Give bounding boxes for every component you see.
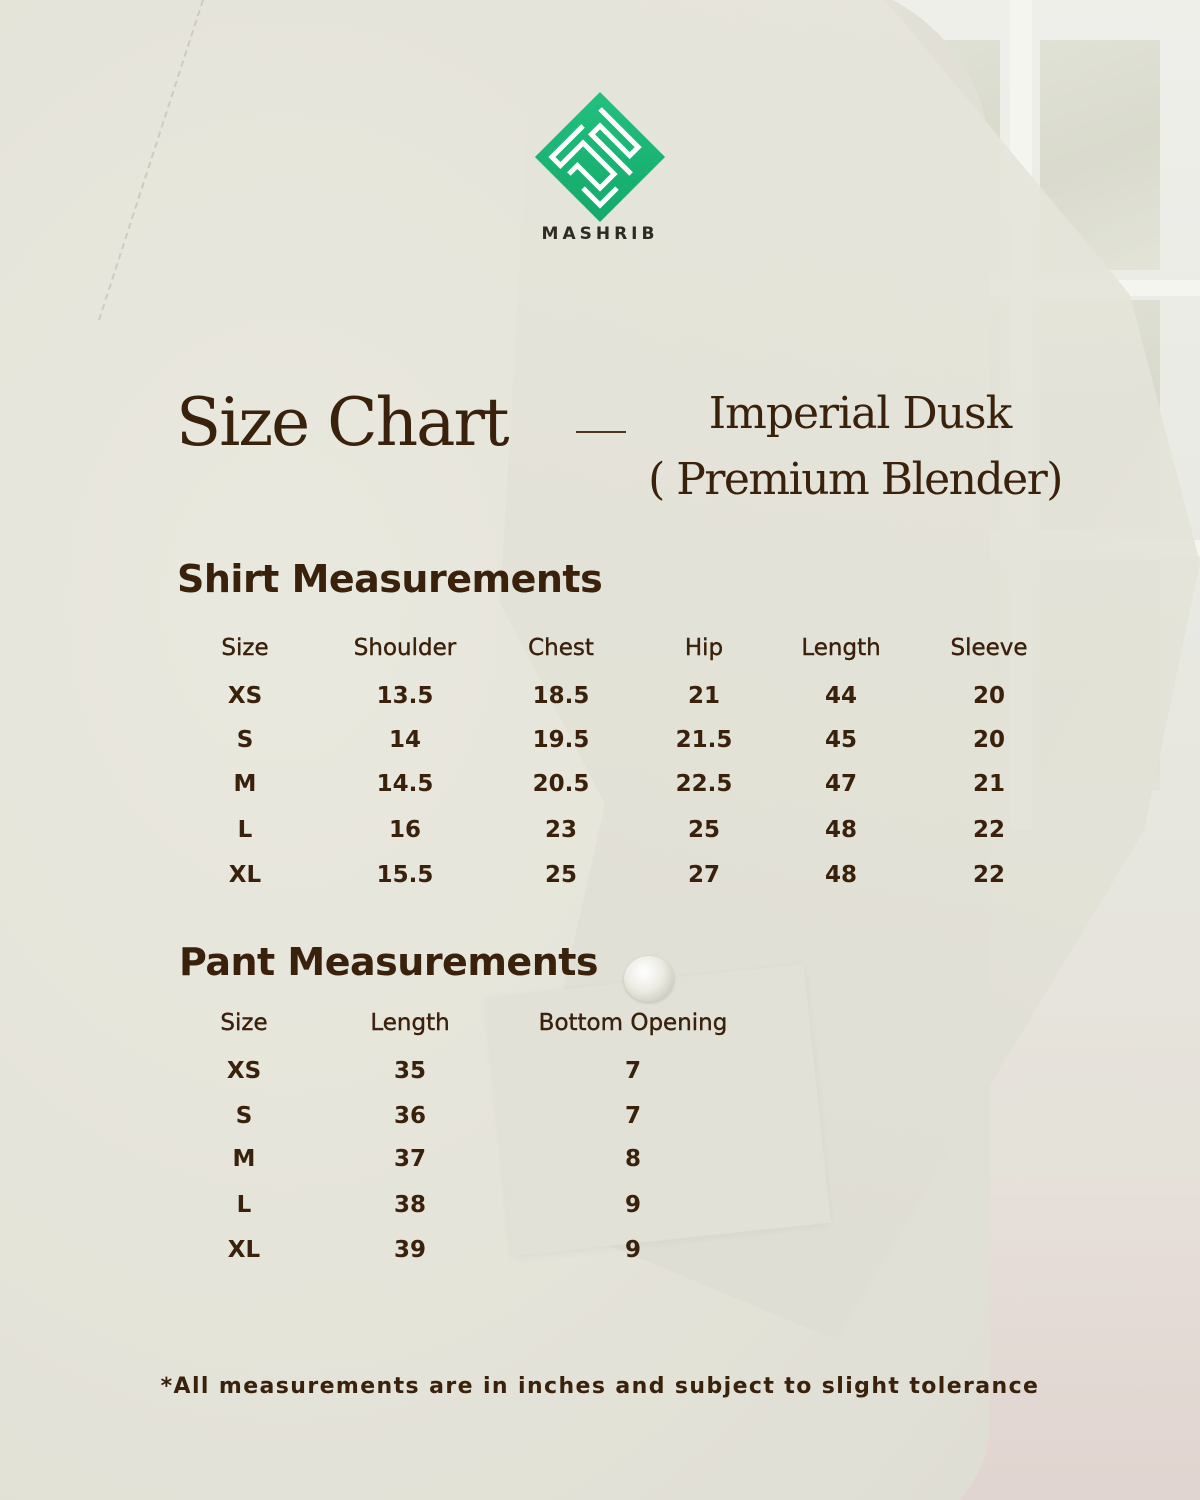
pant-table-cell: XL [227,1237,261,1263]
pant-table-cell: 36 [393,1103,427,1129]
pant-table-cell: M [232,1146,256,1172]
shirt-table-cell: 18.5 [532,683,590,709]
shirt-table-cell: 25 [544,862,578,888]
shirt-table-cell: 48 [824,817,858,843]
shirt-column-header: Length [801,635,881,661]
shirt-table-cell: 44 [824,683,858,709]
pant-heading: Pant Measurements [179,940,599,984]
pant-table-cell: XS [226,1058,262,1084]
shirt-table-cell: XS [227,683,263,709]
shirt-table-cell: M [233,771,257,797]
pant-table-cell: 8 [624,1146,642,1172]
pant-column-header: Length [370,1010,450,1036]
shirt-column-header: Sleeve [950,635,1028,661]
pant-table-cell: 38 [393,1192,427,1218]
shirt-table-cell: S [236,727,254,753]
pant-table-cell: 37 [393,1146,427,1172]
pant-table-cell: 7 [624,1103,642,1129]
product-name: Imperial Dusk [708,388,1012,439]
shirt-table-cell: 48 [824,862,858,888]
brand-logo [531,88,669,243]
shirt-column-header: Hip [684,635,724,661]
shirt-table-cell: 23 [544,817,578,843]
pant-table-cell: S [235,1103,253,1129]
pant-column-header: Bottom Opening [538,1010,728,1036]
shirt-table-cell: 14.5 [376,771,434,797]
product-variant: ( Premium Blender) [648,454,1062,505]
shirt-table-cell: 16 [388,817,422,843]
page-title: Size Chart [176,384,508,461]
shirt-table-cell: 21 [972,771,1006,797]
shirt-table-cell: 21 [687,683,721,709]
shirt-table-cell: 20 [972,683,1006,709]
shirt-table-cell: 22.5 [675,771,733,797]
shirt-table-cell: 20.5 [532,771,590,797]
pant-table-cell: 9 [624,1192,642,1218]
pant-table-cell: L [236,1192,252,1218]
pant-table-cell: 9 [624,1237,642,1263]
shirt-column-header: Size [221,635,269,661]
kufic-square-logo-icon [531,88,669,226]
shirt-table-cell: L [237,817,253,843]
shirt-table-cell: 22 [972,817,1006,843]
shirt-table-cell: 19.5 [532,727,590,753]
brand-name: MASHRIB [541,224,659,244]
shirt-table-cell: 45 [824,727,858,753]
pant-column-header: Size [220,1010,268,1036]
footnote: *All measurements are in inches and subject to slight tolerance [160,1374,1040,1399]
shirt-table-cell: 21.5 [675,727,733,753]
shirt-table-cell: 13.5 [376,683,434,709]
shirt-table-cell: 25 [687,817,721,843]
shirt-table-cell: 15.5 [376,862,434,888]
shirt-table-cell: XL [228,862,262,888]
pant-table-cell: 39 [393,1237,427,1263]
shirt-table-cell: 27 [687,862,721,888]
title-separator [576,431,626,433]
shirt-table-cell: 20 [972,727,1006,753]
shirt-column-header: Chest [528,635,594,661]
shirt-heading: Shirt Measurements [177,557,603,601]
shirt-table-cell: 14 [388,727,422,753]
cufflink-button [624,956,674,1002]
pant-table-cell: 35 [393,1058,427,1084]
pant-table-cell: 7 [624,1058,642,1084]
shirt-column-header: Shoulder [353,635,457,661]
shirt-table-cell: 22 [972,862,1006,888]
shirt-table-cell: 47 [824,771,858,797]
